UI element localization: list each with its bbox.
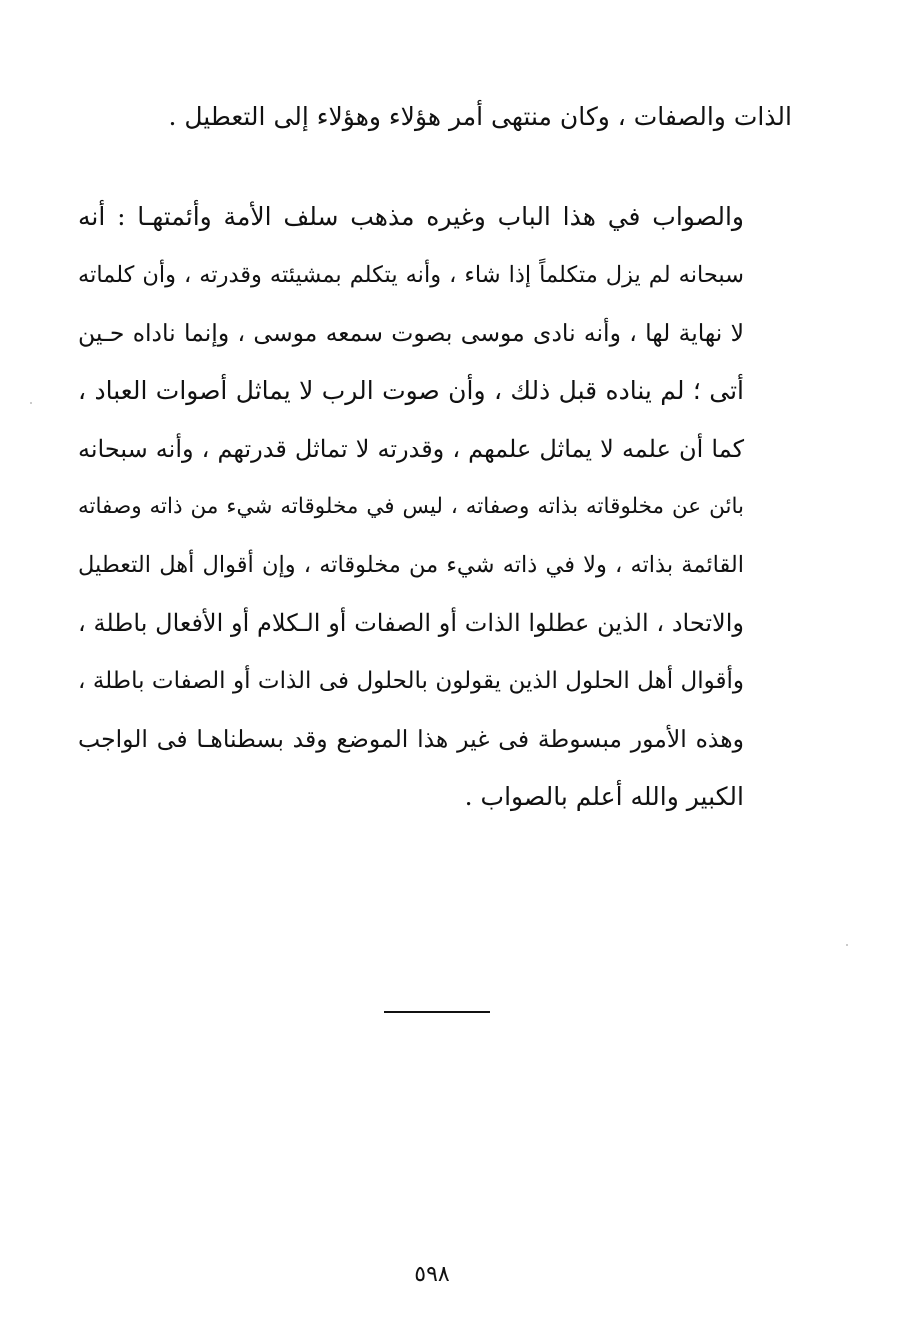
paragraph-line: الكبير والله أعلم بالصواب . [464, 782, 744, 811]
paragraph-line: وهذه الأمور مبسوطة فى غير هذا الموضع وقد بسطناهـا فى الواجب [78, 725, 744, 753]
paragraph-line: بائن عن مخلوقاته بذاته وصفاته ، ليس في مخلوقاته شيء من ذاته وصفاته [78, 494, 744, 519]
paragraph-line: الذات والصفات ، وكان منتهى أمر هؤلاء وهؤلاء إلى التعطيل . [168, 102, 792, 131]
paragraph-line: وأقوال أهل الحلول الذين يقولون بالحلول فى الذات أو الصفات باطلة ، [78, 668, 744, 694]
paragraph-line: والاتحاد ، الذين عطلوا الذات أو الصفات أو الـكلام أو الأفعال باطلة ، [78, 609, 744, 637]
paragraph-line: كما أن علمه لا يماثل علمهم ، وقدرته لا تماثل قدرتهم ، وأنه سبحانه [78, 435, 744, 463]
footnote-separator-rule [384, 1011, 490, 1013]
paragraph-line: القائمة بذاته ، ولا في ذاته شيء من مخلوقاته ، وإن أقوال أهل التعطيل [78, 552, 744, 578]
paragraph-line: والصواب في هذا الباب وغيره مذهب سلف الأمة وأئمتهـا : أنه [78, 202, 744, 231]
paragraph-1 [78, 88, 792, 146]
paragraph-2 [78, 188, 792, 826]
paragraph-line: سبحانه لم يزل متكلماً إذا شاء ، وأنه يتكلم بمشيئته وقدرته ، وأن كلماته [78, 262, 744, 288]
page-number: ٥٩٨ [414, 1262, 450, 1287]
paragraph-line: أتى ؛ لم يناده قبل ذلك ، وأن صوت الرب لا يماثل أصوات العباد ، [78, 376, 744, 405]
scan-speck [30, 402, 32, 404]
scan-speck [846, 944, 848, 946]
paragraph-line: لا نهاية لها ، وأنه نادى موسى بصوت سمعه موسى ، وإنما ناداه حـين [78, 319, 744, 347]
